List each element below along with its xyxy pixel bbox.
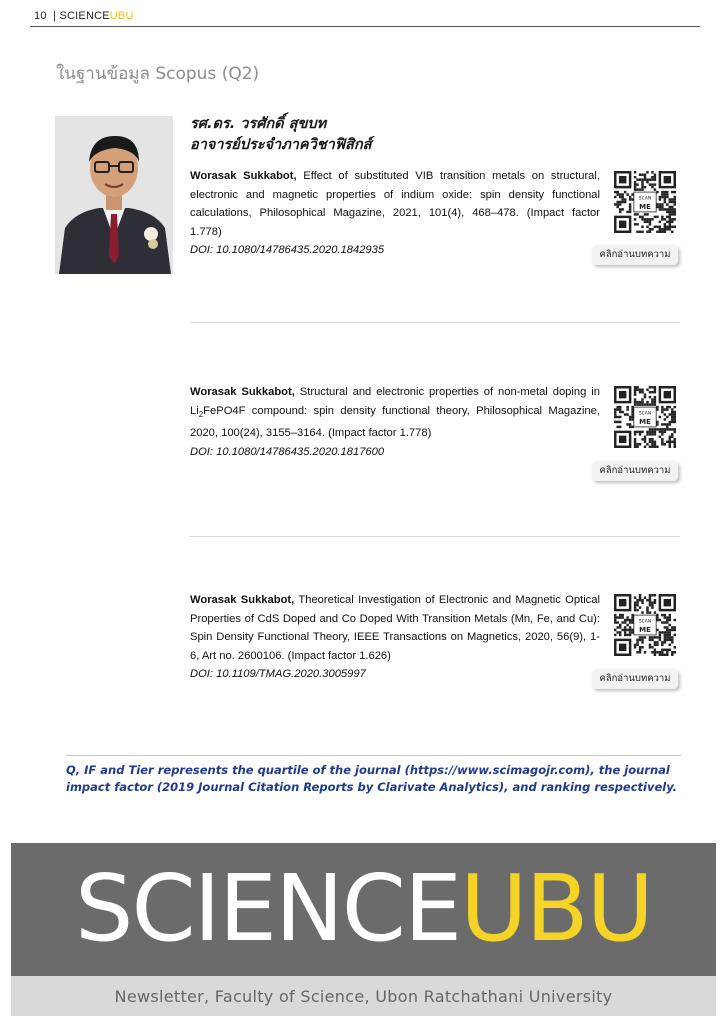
banner-title-accent: UBU	[460, 855, 652, 962]
note-divider	[66, 755, 681, 756]
banner-subtitle: Newsletter, Faculty of Science, Ubon Ratchathani University	[11, 976, 716, 1016]
header-brand-accent: UBU	[109, 10, 134, 22]
read-article-button[interactable]: คลิกอ่านบทความ	[592, 461, 678, 481]
qr-label-top: SCAN	[638, 411, 652, 417]
page-number: 10	[34, 10, 47, 22]
publication-author: Worasak Sukkabot,	[190, 386, 295, 398]
publication-doi: DOI: 10.1080/14786435.2020.1817600	[190, 445, 385, 458]
header-brand-main: SCIENCE	[59, 10, 110, 22]
publication-citation: Effect of substituted VIB transition metals on structural, electronic and magnetic properties of indium oxide: spin density functional calculations, Philosophical Magazine, 2021, 101(4), 468–478. (Impact factor 1.778)	[190, 170, 600, 238]
header-divider	[30, 26, 700, 27]
author-photo	[55, 116, 173, 274]
divider	[190, 322, 680, 323]
publication-doi: DOI: 10.1109/TMAG.2020.3005997	[190, 668, 366, 680]
read-article-button[interactable]: คลิกอ่านบทความ	[592, 669, 678, 689]
qr-label-top: SCAN	[638, 619, 652, 625]
read-article-button[interactable]: คลิกอ่านบทความ	[592, 245, 678, 265]
publication-author: Worasak Sukkabot,	[190, 594, 295, 606]
newsletter-banner	[11, 843, 716, 976]
banner-title	[11, 845, 716, 973]
publication-subscript: 2	[198, 409, 204, 419]
publication-citation: Theoretical Investigation of Electronic and Magnetic Optical Properties of CdS Doped and Co Doped With Transition Metals (Mn, Fe, and Cu): Spin Density Functional Theory, IEEE Transactions on Magnetics, 2020, 56(9), 1-6, Art no. 2600106. (Impact factor 1.626)	[190, 594, 600, 662]
publication-doi: DOI: 10.1080/14786435.2020.1842935	[190, 244, 385, 256]
publication-citation-post: FePO4F compound: spin density functional theory, Philosophical Magazine, 2020, 100(24), 3155–3164. (Impact factor 1.778)	[190, 404, 600, 440]
publication-author: Worasak Sukkabot,	[190, 170, 297, 182]
author-name: รศ.ดร. วรศักดิ์ สุขบท	[190, 116, 327, 132]
qr-label-top: SCAN	[638, 196, 652, 202]
footnote: Q, IF and Tier represents the quartile of the journal (https://www.scimagojr.com), the journal impact factor (2019 Journal Citation Reports by Clarivate Analytics), and ranking respectively.	[66, 763, 678, 794]
qr-label-bottom: ME	[639, 626, 651, 635]
qr-label-bottom: ME	[639, 203, 651, 212]
qr-label-bottom: ME	[639, 418, 651, 427]
banner-title-main: SCIENCE	[75, 855, 461, 962]
publication-3	[190, 591, 600, 684]
divider	[190, 536, 680, 537]
section-title: ในฐานข้อมูล Scopus (Q2)	[56, 64, 260, 84]
qr-code-icon[interactable]	[614, 171, 676, 233]
publication-1	[190, 167, 600, 260]
publication-citation-pre: Structural and electronic properties of non-metal doping in Li	[190, 386, 600, 417]
qr-code-icon[interactable]	[614, 386, 676, 448]
qr-code-icon[interactable]	[614, 594, 676, 656]
page-header: 10 | SCIENCEUBU	[34, 10, 134, 22]
author-position: อาจารย์ประจำภาควิชาฟิสิกส์	[190, 137, 372, 153]
publication-2	[190, 383, 600, 461]
